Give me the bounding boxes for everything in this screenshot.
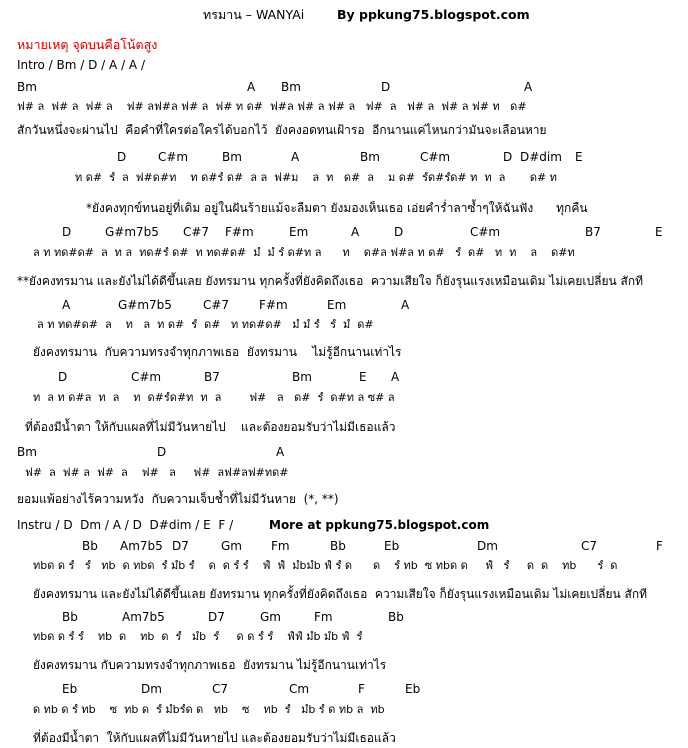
chord-symbol: G#m7b5 <box>105 225 159 239</box>
lyric-row <box>0 199 688 218</box>
chord-symbol: Eb <box>384 539 400 553</box>
chord-symbol: G#m7b5 <box>118 298 172 312</box>
melody-notes: ท ด# รํ ล ฟ#ด#ท ท ด#รํ ด# ล ล ฟ#ม ล ท ด# ล ม ด# รํด#รํด# ท ท ล ด# ท <box>75 171 557 184</box>
melody-row <box>0 315 688 334</box>
chord-symbol: D7 <box>208 610 225 624</box>
melody-notes: ด ทb ด รํ ทb ซ ทb ด รํ มํbรํด ด ทb ซ ทb รํ มํb รํ ด ทb ล ทb <box>33 703 385 716</box>
chord-row <box>0 223 688 242</box>
chord-row <box>0 368 688 387</box>
melody-row <box>0 243 688 262</box>
chord-row <box>0 608 688 627</box>
lyric-line: **ยังคงทรมาน และยังไม่ได้ดีขึ้นเลย ยังทรมาน ทุกครั้งที่ยังคิดถึงเธอ ความเสียใจ ก็ยังรุนแรงเหมือนเดิม ไม่เคยเปลี่ยน สักที <box>17 274 644 288</box>
song-title: ทรมาน – WANYAi <box>203 7 305 22</box>
chord-symbol: Am7b5 <box>122 610 165 624</box>
lyric-line: ยอมแพ้อย่างไร้ความหวัง กับความเจ็บช้ำที่ไม่มีวันหาย (*, **) <box>17 492 339 506</box>
chord-symbol: Bb <box>330 539 346 553</box>
chord-row <box>0 680 688 699</box>
melody-notes: ทbด ด รํ รํ ทb ด ทb ด รํ มํb รํ ด ด รํ รํ ฟํฟํ มํb มํb ฟํ รํ <box>33 630 363 643</box>
lyric-row <box>0 121 688 140</box>
chord-symbol: D <box>62 225 72 239</box>
chord-symbol: C#7 <box>203 298 230 312</box>
melody-notes: ท ล ท ด#ล ท ล ท ด#รํด#ท ท ล ฟ# ล ด# รํ ด#ท ล ซ# ล <box>33 391 395 404</box>
melody-notes: ล ท ทด#ด# ล ท ล ทด#รํ ด# ท ทด#ด# มํ มํ รํ ด#ท ล ท ด#ล ฟ#ล ท ด# รํ ด# ท ท ล ด#ท <box>33 246 575 259</box>
lyric-row <box>0 729 688 748</box>
chord-row <box>0 78 688 97</box>
chord-row <box>0 537 688 556</box>
chord-symbol: C7 <box>581 539 598 553</box>
melody-notes: ฟ# ล ฟ# ล ฟ# ล ฟ# ล ฟ# ลฟ#ลฟ#ทด# <box>25 466 289 479</box>
melody-row <box>0 388 688 407</box>
melody-notes: ล ท ทด#ด# ล ท ล ท ด# รํ ด# ท ทด#ด# มํ มํ รํ รํ มํ ด# <box>37 318 374 331</box>
chord-symbol: Gm <box>260 610 281 624</box>
chord-symbol: C#m <box>420 150 451 164</box>
chord-symbol: Gm <box>221 539 242 553</box>
chord-symbol: Bm <box>17 445 37 459</box>
chord-symbol: A <box>391 370 400 384</box>
lyric-line: ที่ต้องมีน้ำตา ให้กับแผลที่ไม่มีวันหายไป และต้องยอมรับว่าไม่มีเธอแล้ว <box>33 731 396 745</box>
melody-notes: ทbด ด รํ รํ ทb ด ทbด รํ มํb รํ ด ด รํ รํ ฟํ ฟํ มํbมํb ฟํ รํ ด ด รํ ทb ซ ทbด ด ฟํ รํ ด ด ทb รํ ด <box>33 559 618 572</box>
chord-symbol: Eb <box>405 682 421 696</box>
chord-symbol: Bm <box>360 150 380 164</box>
chord-symbol: Dm <box>141 682 162 696</box>
instrumental-progression: Instru / D Dm / A / D D#dim / E F / <box>17 518 234 532</box>
high-note-remark: หมายเหตุ จุดบนคือโน้ตสูง <box>17 37 158 52</box>
chord-symbol: D <box>58 370 68 384</box>
title-row <box>0 5 688 24</box>
lyric-line: ยังคงทรมาน และยังไม่ได้ดีขึ้นเลย ยังทรมาน ทุกครั้งที่ยังคิดถึงเธอ ความเสียใจ ก็ยังรุนแรงเหมือนเดิม ไม่เคยเปลี่ยน สักที <box>33 587 648 601</box>
chord-symbol: Dm <box>477 539 498 553</box>
chord-symbol: Bm <box>281 80 301 94</box>
melody-row <box>0 556 688 575</box>
chord-symbol: Bm <box>292 370 312 384</box>
chord-symbol: Am7b5 <box>120 539 163 553</box>
chord-symbol: D <box>394 225 404 239</box>
chord-symbol: Fm <box>314 610 333 624</box>
chord-symbol: Bm <box>222 150 242 164</box>
chord-symbol: B7 <box>585 225 601 239</box>
chord-symbol: A <box>247 80 256 94</box>
melody-row <box>0 463 688 482</box>
chord-symbol: C7 <box>212 682 229 696</box>
lyric-row <box>0 418 688 437</box>
lyric-row <box>0 343 688 362</box>
chord-symbol: Bm <box>17 80 37 94</box>
chord-symbol: C#m <box>470 225 501 239</box>
melody-row <box>0 97 688 116</box>
lyric-row <box>0 490 688 509</box>
chord-symbol: Em <box>289 225 309 239</box>
chord-symbol: C#m <box>131 370 162 384</box>
chord-row <box>0 148 688 167</box>
chord-symbol: A <box>291 150 300 164</box>
chord-symbol: A <box>351 225 360 239</box>
melody-notes: ฟ# ล ฟ# ล ฟ# ล ฟ# ลฟ#ล ฟ# ล ฟ# ท ด# ฟ#ล ฟ# ล ฟ# ล ฟ# ล ฟ# ล ฟ# ล ฟ# ท ด# <box>17 100 527 113</box>
melody-row <box>0 168 688 187</box>
site-credit: By ppkung75.blogspot.com <box>337 7 530 22</box>
chord-symbol: F <box>358 682 365 696</box>
chord-symbol: D#dim <box>520 150 562 164</box>
chord-symbol: E <box>655 225 663 239</box>
lyric-line: สักวันหนึ่งจะผ่านไป คือคำที่ใครต่อใครได้บอกไว้ ยังคงอดทนเฝ้ารอ อีกนานแค่ไหนกว่ามันจะเลือนหาย <box>17 123 547 137</box>
chord-symbol: Bb <box>388 610 404 624</box>
lyric-line: ยังคงทรมาน กับความทรงจำทุกภาพเธอ ยังทรมาน ไม่รู้อีกนานเท่าไร <box>33 345 402 359</box>
chord-symbol: B7 <box>204 370 220 384</box>
chord-symbol: Fm <box>271 539 290 553</box>
chord-row <box>0 443 688 462</box>
chord-symbol: A <box>401 298 410 312</box>
instrumental-row <box>0 516 688 535</box>
chord-symbol: A <box>524 80 533 94</box>
intro-row <box>0 56 688 75</box>
chord-symbol: F#m <box>225 225 254 239</box>
chord-symbol: Bb <box>62 610 78 624</box>
chord-symbol: E <box>575 150 583 164</box>
chord-symbol: D <box>157 445 167 459</box>
lyric-line: ที่ต้องมีน้ำตา ให้กับแผลที่ไม่มีวันหายไป และต้องยอมรับว่าไม่มีเธอแล้ว <box>25 420 396 434</box>
chord-symbol: D <box>503 150 513 164</box>
lyric-row <box>0 585 688 604</box>
chord-symbol: Em <box>327 298 347 312</box>
chord-symbol: Bb <box>82 539 98 553</box>
chord-symbol: Eb <box>62 682 78 696</box>
chord-symbol: E <box>359 370 367 384</box>
intro-progression: Intro / Bm / D / A / A / <box>17 58 145 72</box>
more-link-text: More at ppkung75.blogspot.com <box>269 518 490 532</box>
lyric-row <box>0 272 688 291</box>
chord-symbol: C#m <box>158 150 189 164</box>
chord-row <box>0 296 688 315</box>
chord-symbol: A <box>62 298 71 312</box>
chord-symbol: D <box>381 80 391 94</box>
chord-symbol: Cm <box>289 682 310 696</box>
chord-symbol: F#m <box>259 298 288 312</box>
chord-symbol: C#7 <box>183 225 210 239</box>
chord-symbol: D7 <box>172 539 189 553</box>
lyric-row <box>0 656 688 675</box>
lyric-line: *ยังคงทุกข์ทนอยู่ที่เดิม อยู่ในฝันร้ายแม้จะลืมตา ยังมองเห็นเธอ เอ่ยคำร่ำลาซ้ำๆให้ฉันฟัง ทุกคืน <box>86 201 588 215</box>
lyric-line: ยังคงทรมาน กับความทรงจำทุกภาพเธอ ยังทรมาน ไม่รู้อีกนานเท่าไร <box>33 658 387 672</box>
note-row <box>0 35 688 54</box>
chord-symbol: D <box>117 150 127 164</box>
melody-row <box>0 627 688 646</box>
melody-row <box>0 700 688 719</box>
chord-symbol: A <box>276 445 285 459</box>
chord-symbol: F <box>656 539 663 553</box>
